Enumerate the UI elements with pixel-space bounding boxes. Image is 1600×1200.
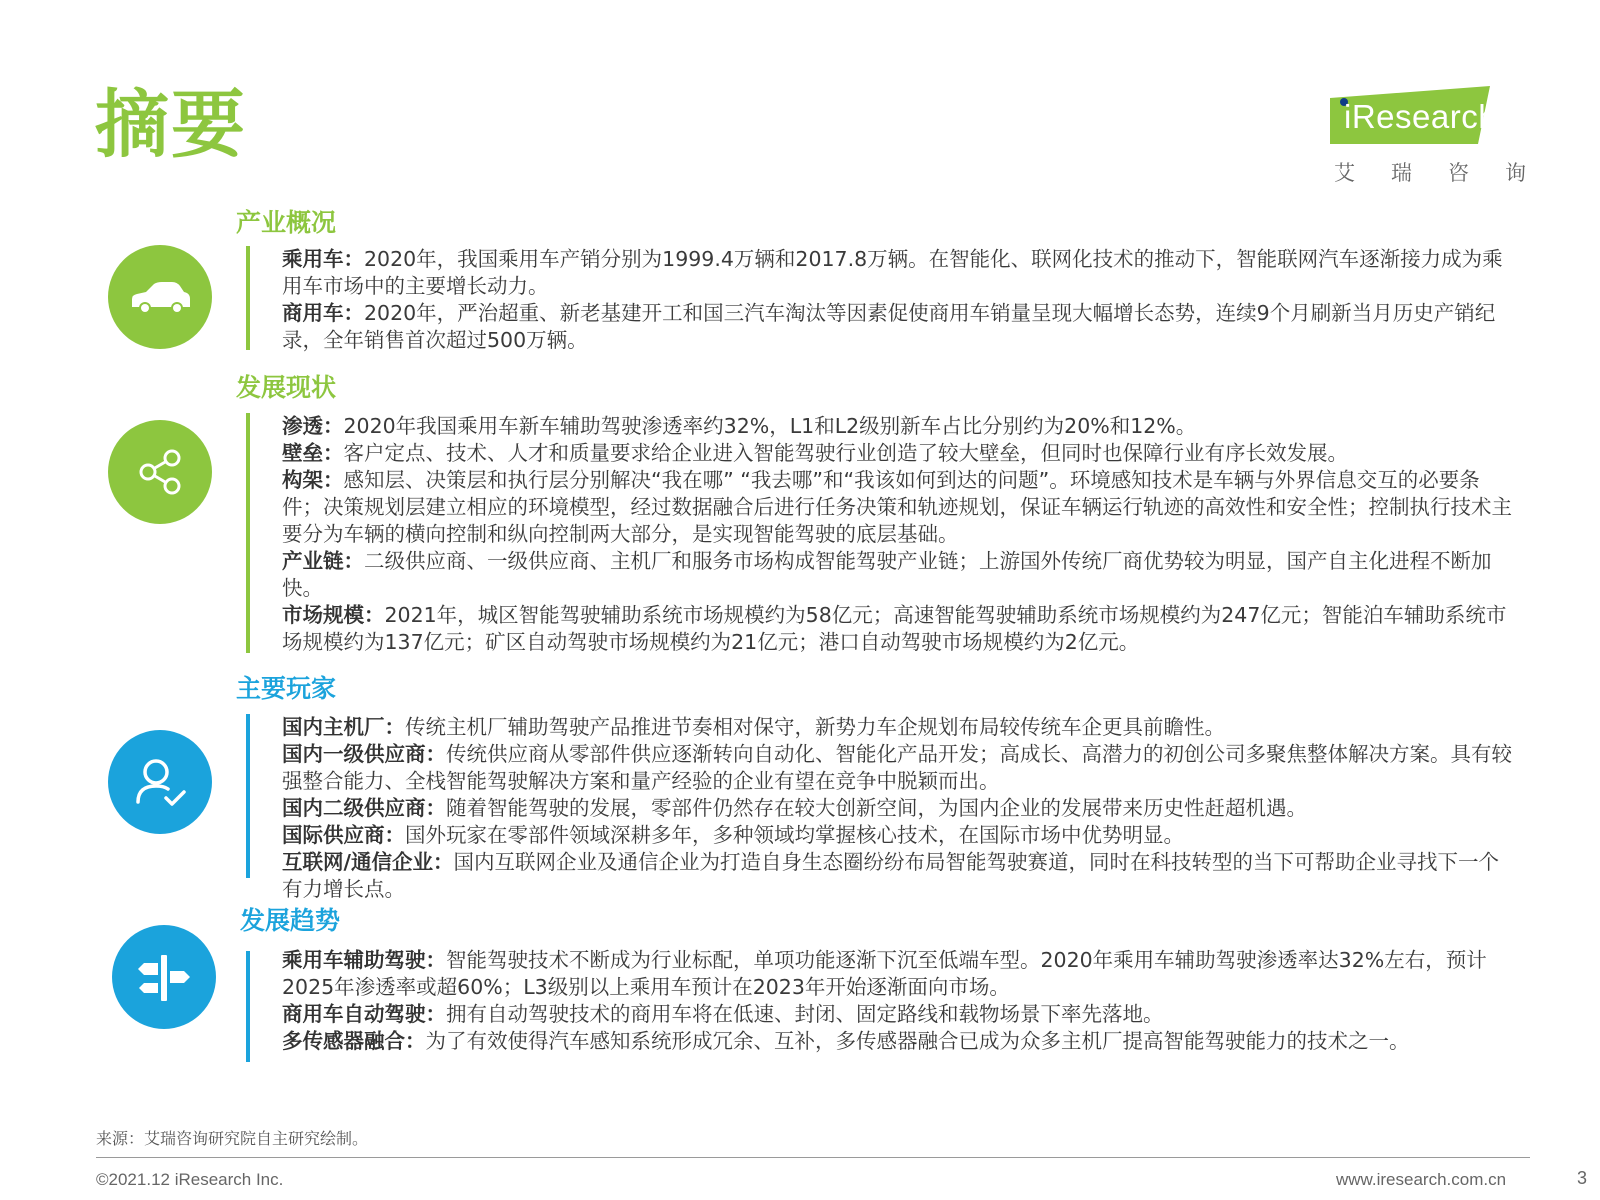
paragraph-label: 壁垒： [282,441,344,465]
section-body-main-players [282,714,1517,903]
paragraph-label: 市场规模： [282,603,385,627]
paragraph [282,1028,1517,1055]
paragraph-label: 乘用车辅助驾驶： [282,948,446,972]
logo-chinese-name: 艾瑞咨询 [1334,161,1562,185]
paragraph-label: 商用车： [282,301,364,325]
page-number: 3 [1577,1168,1588,1188]
paragraph-text: 随着智能驾驶的发展，零部件仍然存在较大创新空间，为国内企业的发展带来历史性赶超机遇。 [446,796,1307,820]
signpost-icon [112,925,216,1029]
paragraph-label: 互联网/通信企业： [282,850,454,874]
paragraph [282,413,1517,440]
paragraph [282,795,1517,822]
paragraph [282,714,1517,741]
paragraph-text: 客户定点、技术、人才和质量要求给企业进入智能驾驶行业创造了较大壁垒，但同时也保障行业有序长效发展。 [343,441,1348,465]
paragraph [282,822,1517,849]
paragraph [282,246,1517,300]
paragraph-label: 国内二级供应商： [282,796,446,820]
paragraph [282,548,1517,602]
paragraph-text: 拥有自动驾驶技术的商用车将在低速、封闭、固定路线和载物场景下率先落地。 [446,1002,1164,1026]
source-note: 来源：艾瑞咨询研究院自主研究绘制。 [96,1129,369,1148]
section-heading-main-players: 主要玩家 [236,674,337,703]
section-heading-industry-overview: 产业概况 [236,208,337,237]
paragraph-label: 构架： [282,468,344,492]
paragraph-text: 传统供应商从零部件供应逐渐转向自动化、智能化产品开发；高成长、高潜力的初创公司多聚焦整体解决方案。具有较强整合能力、全栈智能驾驶解决方案和量产经验的企业有望在竞争中脱颖而出。 [282,742,1512,793]
logo-text: iResearch [1344,98,1498,135]
paragraph-label: 国际供应商： [282,823,405,847]
page-title: 摘要 [95,82,247,168]
paragraph-text: 二级供应商、一级供应商、主机厂和服务市场构成智能驾驶产业链；上游国外传统厂商优势较为明显，国产自主化进程不断加快。 [282,549,1492,600]
section-body-development-trends [282,947,1517,1055]
paragraph-text: 为了有效使得汽车感知系统形成冗余、互补，多传感器融合已成为众多主机厂提高智能驾驶能力的技术之一。 [425,1029,1410,1053]
paragraph-label: 多传感器融合： [282,1029,426,1053]
paragraph [282,947,1517,1001]
paragraph [282,602,1517,656]
iresearch-logo [1330,86,1562,186]
paragraph-text: 传统主机厂辅助驾驶产品推进节奏相对保守，新势力车企规划布局较传统车企更具前瞻性。 [405,715,1225,739]
user-check-icon [108,730,212,834]
paragraph-text: 国内互联网企业及通信企业为打造自身生态圈纷纷布局智能驾驶赛道，同时在科技转型的当下可帮助企业寻找下一个有力增长点。 [282,850,1499,901]
paragraph-label: 产业链： [282,549,364,573]
paragraph [282,440,1517,467]
section-body-development-status [282,413,1517,656]
footer-website: www.iresearch.com.cn [1336,1170,1507,1189]
paragraph [282,741,1517,795]
paragraph-label: 国内一级供应商： [282,742,446,766]
section-bar [246,246,250,350]
paragraph-text: 2020年，严治超重、新老基建开工和国三汽车淘汰等因素促使商用车销量呈现大幅增长态势，连续9个月刷新当月历史产销纪录，全年销售首次超过500万辆。 [282,301,1496,352]
paragraph-text: 2021年，城区智能驾驶辅助系统市场规模约为58亿元；高速智能驾驶辅助系统市场规模约为247亿元；智能泊车辅助系统市场规模约为137亿元；矿区自动驾驶市场规模约为21亿元；港口自动驾驶市场规模约为2亿元。 [282,603,1507,654]
paragraph-label: 乘用车： [282,247,364,271]
share-icon [108,420,212,524]
footer-copyright: ©2021.12 iResearch Inc. [96,1170,284,1189]
section-bar [246,413,250,653]
footer-divider [96,1157,1530,1158]
paragraph-text: 2020年我国乘用车新车辅助驾驶渗透率约32%，L1和L2级别新车占比分别约为20%和12%。 [343,414,1197,438]
section-bar [246,951,250,1062]
paragraph-text: 感知层、决策层和执行层分别解决“我在哪” “我去哪”和“我该如何到达的问题”。环境感知技术是车辆与外界信息交互的必要条件；决策规划层建立相应的环境模型，经过数据融合后进行任务决策和轨迹规划，保证车辆运行轨迹的高效性和安全性；控制执行技术主要分为车辆的横向控制和纵向控制两大部分，是实现智能驾驶的底层基础。 [282,468,1512,546]
paragraph-text: 国外玩家在零部件领域深耕多年，多种领域均掌握核心技术，在国际市场中优势明显。 [405,823,1184,847]
section-bar [246,714,250,878]
paragraph [282,849,1517,903]
paragraph [282,300,1517,354]
paragraph-text: 2020年，我国乘用车产销分别为1999.4万辆和2017.8万辆。在智能化、联网化技术的推动下，智能联网汽车逐渐接力成为乘用车市场中的主要增长动力。 [282,247,1503,298]
paragraph [282,467,1517,548]
paragraph [282,1001,1517,1028]
section-body-industry-overview [282,246,1517,354]
paragraph-label: 渗透： [282,414,344,438]
section-heading-development-status: 发展现状 [236,373,337,402]
section-heading-development-trends: 发展趋势 [240,906,341,935]
paragraph-label: 国内主机厂： [282,715,405,739]
paragraph-label: 商用车自动驾驶： [282,1002,446,1026]
car-icon [108,245,212,349]
paragraph-text: 智能驾驶技术不断成为行业标配，单项功能逐渐下沉至低端车型。2020年乘用车辅助驾驶渗透率达32%左右，预计2025年渗透率或超60%；L3级别以上乘用车预计在2023年开始逐渐面向市场。 [282,948,1487,999]
